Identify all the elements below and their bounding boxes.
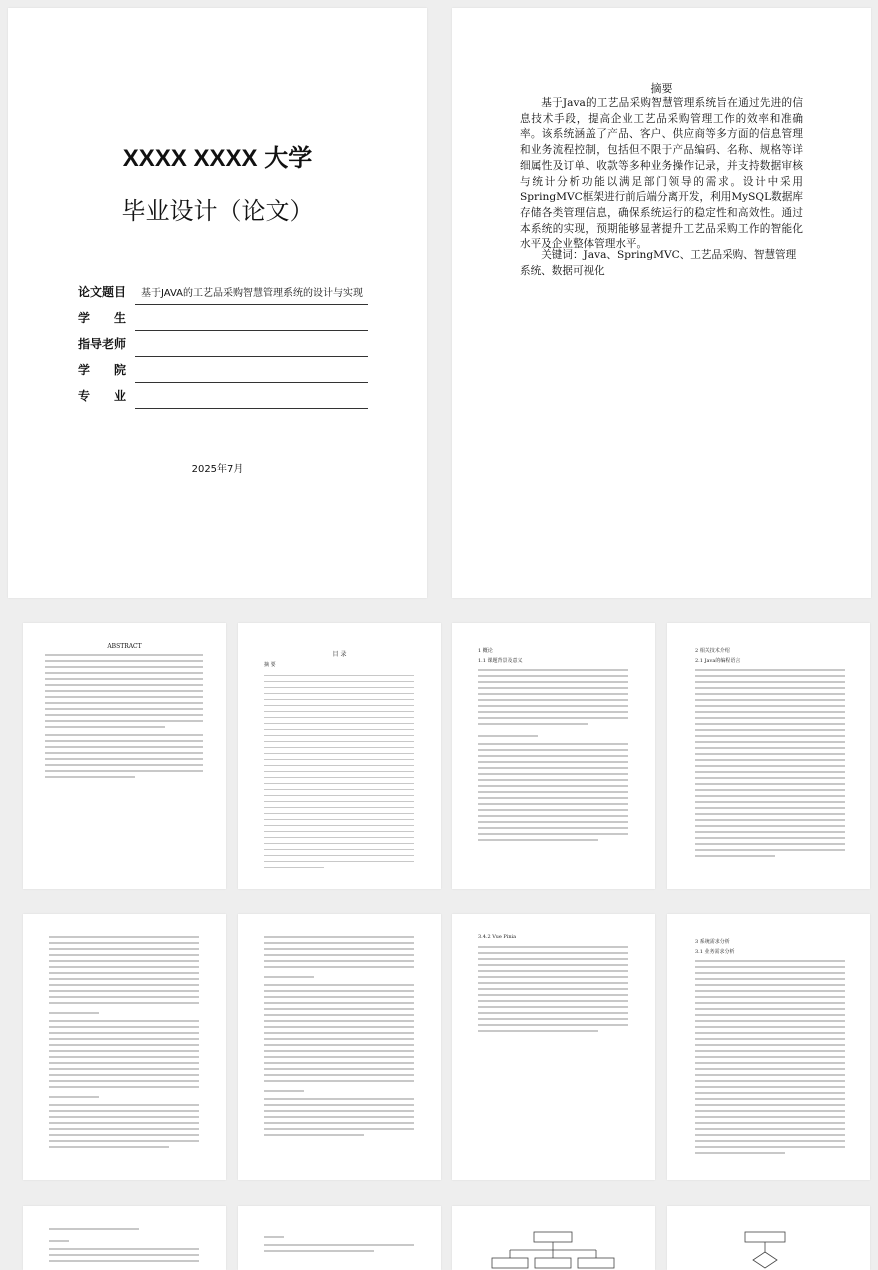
thumbnail-page-10[interactable] [238, 1206, 441, 1270]
thumbnail-page-abstract-en[interactable] [23, 623, 226, 889]
diagram-node [535, 1258, 571, 1268]
thumbnail-page-9[interactable] [23, 1206, 226, 1270]
abstract-page[interactable] [452, 8, 871, 598]
field-row-advisor [78, 331, 368, 357]
thumbnail-page-6[interactable] [238, 914, 441, 1180]
field-underline [135, 408, 368, 409]
field-label: 学 院 [78, 363, 127, 377]
page-heading: ABSTRACT [107, 643, 142, 650]
thumbnail-page-8[interactable] [667, 914, 870, 1180]
abstract-title: 摘要 [650, 82, 673, 95]
field-row-student [78, 305, 368, 331]
abstract-body: 基于Java的工艺品采购智慧管理系统旨在通过先进的信息技术手段，提高企业工艺品采购管理工作的效率和准确率。该系统涵盖了产品、客户、供应商等多方面的信息管理和业务流程控制，包括但不限于产品编码、名称、规格等详细属性及订单、收款等多种业务操作记录，并支持数据审核与统计分析功能以满足部门领导的需求。设计中采用SpringMVC框架进行前后端分离开发，利用MySQL数据库存储各类管理信息，确保系统运行的稳定性和高效性。通过本系统的实现，预期能够显著提升工艺品采购工作的智能化水平及企业整体管理水平。 [520, 97, 803, 251]
section-heading: 2.1 Java的编程语言 [695, 658, 741, 664]
chapter-heading: 3 系统需求分析 [695, 939, 730, 945]
field-label: 学 生 [78, 311, 127, 325]
thumbnail-page-toc[interactable] [238, 623, 441, 889]
field-value: 基于JAVA的工艺品采购智慧管理系统的设计与实现 [141, 288, 364, 299]
flow-diagram [452, 1206, 655, 1270]
section-heading: 3.1 业务需求分析 [695, 949, 735, 955]
thesis-type: 毕业设计（论文） [121, 197, 314, 225]
diagram-decision [753, 1252, 777, 1268]
flow-diagram [667, 1206, 870, 1270]
chapter-heading: 1 概论 [478, 648, 493, 654]
thumbnail-page-7[interactable] [452, 914, 655, 1180]
field-label: 指导老师 [78, 337, 127, 351]
thumbnail-page-diagram-2[interactable] [667, 1206, 870, 1270]
section-heading: 1.1 课题背景及意义 [478, 658, 523, 664]
field-row-title [78, 279, 368, 305]
abstract-keywords: 关键词：Java、SpringMVC、工艺品采购、智慧管理系统、数据可视化 [520, 249, 797, 277]
diagram-node [578, 1258, 614, 1268]
field-label: 论文题目 [78, 285, 127, 299]
toc-head: 摘 要 [264, 662, 276, 668]
university-name: XXXX XXXX 大学 [122, 145, 313, 172]
section-heading: 3.4.2 Vue Pinia [478, 934, 517, 940]
thumbnail-page-chapter1[interactable] [452, 623, 655, 889]
cover-page[interactable] [8, 8, 427, 598]
thumbnail-page-5[interactable] [23, 914, 226, 1180]
cover-date: 2025年7月 [191, 464, 244, 475]
thumbnail-page-chapter2[interactable] [667, 623, 870, 889]
diagram-node [534, 1232, 572, 1242]
toc-title: 目 录 [332, 651, 347, 658]
field-row-college [78, 357, 368, 383]
diagram-node [745, 1232, 785, 1242]
diagram-node [492, 1258, 528, 1268]
thumbnail-page-diagram-1[interactable] [452, 1206, 655, 1270]
field-row-major [78, 383, 368, 409]
chapter-heading: 2 相关技术介绍 [695, 648, 730, 654]
field-label: 专 业 [78, 389, 127, 403]
